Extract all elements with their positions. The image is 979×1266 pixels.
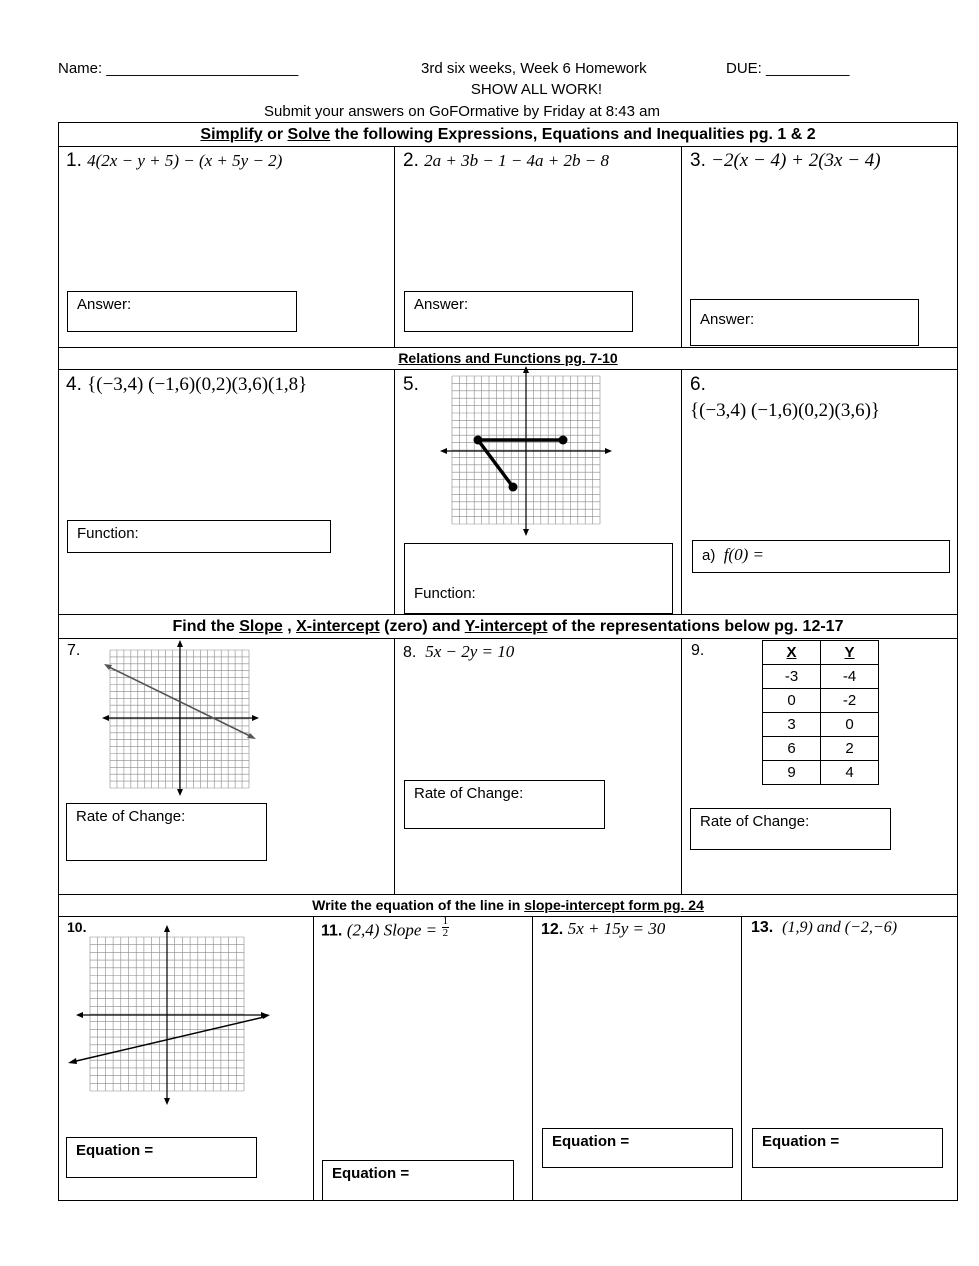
answer-box-6a[interactable] xyxy=(692,540,950,573)
section-4-underlined: slope-intercept form pg. 24 xyxy=(524,897,704,913)
problem-12-expression: 5x + 15y = 30 xyxy=(567,919,666,938)
page-title: 3rd six weeks, Week 6 Homework xyxy=(421,60,647,77)
equation-box-13[interactable]: Equation = xyxy=(752,1128,943,1168)
table-cell: 0 xyxy=(763,689,821,713)
line-arrow-icon xyxy=(68,1058,77,1064)
table-border xyxy=(58,614,958,615)
section-1-word-or: or xyxy=(262,126,288,143)
table-row xyxy=(763,737,879,761)
arrow-left-icon xyxy=(440,448,447,454)
table-cell: 9 xyxy=(763,761,821,785)
mapping-segment-diagonal xyxy=(478,440,513,487)
arrow-up-icon xyxy=(164,925,170,932)
point-1 xyxy=(474,436,483,445)
problem-2 xyxy=(403,150,609,172)
equation-box-12[interactable]: Equation = xyxy=(542,1128,733,1168)
table-border xyxy=(394,638,395,894)
arrow-up-icon xyxy=(523,366,529,373)
table-cell: 4 xyxy=(821,761,879,785)
graph-line xyxy=(72,1017,264,1062)
function-box-5[interactable]: Function: xyxy=(404,543,673,614)
part-a-label: a) xyxy=(702,547,716,564)
problem-4-expression: {(−3,4) (−1,6)(0,2)(3,6)(1,8} xyxy=(87,374,308,395)
fraction-denominator: 2 xyxy=(442,927,449,939)
problem-12 xyxy=(541,919,665,939)
problem-3 xyxy=(690,150,881,172)
function-box-4[interactable]: Function: xyxy=(67,520,331,553)
table-header-row xyxy=(763,641,879,665)
table-border xyxy=(394,146,395,347)
section-3-title xyxy=(58,618,958,636)
problem-7-graph xyxy=(102,640,259,796)
table-cell: -2 xyxy=(821,689,879,713)
problem-10-number: 10. xyxy=(67,919,87,935)
problem-3-expression: −2(x − 4) + 2(3x − 4) xyxy=(711,150,881,171)
table-border xyxy=(58,347,958,348)
arrow-right-icon xyxy=(605,448,612,454)
problem-1-expression: 4(2x − y + 5) − (x + 5y − 2) xyxy=(87,151,283,170)
table-border xyxy=(58,916,958,917)
due-field[interactable]: DUE: __________ xyxy=(726,60,850,77)
problem-8 xyxy=(403,642,514,662)
table-header-cell: Y xyxy=(821,641,879,665)
section-3-text-1: Find the xyxy=(172,618,240,635)
rate-of-change-box-8[interactable]: Rate of Change: xyxy=(404,780,605,829)
table-border xyxy=(681,369,682,614)
table-row xyxy=(763,665,879,689)
table-border xyxy=(58,638,958,639)
equation-box-11[interactable]: Equation = xyxy=(322,1160,514,1201)
fraction-numerator: 1 xyxy=(442,915,449,927)
arrow-down-icon xyxy=(523,529,529,536)
problem-6-expression: {(−3,4) (−1,6)(0,2)(3,6)} xyxy=(690,400,881,421)
section-3-word-x-intercept: X-intercept xyxy=(296,618,380,635)
problem-2-number: 2. xyxy=(403,150,419,171)
problem-13-number: 13. xyxy=(751,919,774,936)
problem-5-number: 5. xyxy=(403,374,419,395)
equation-box-10[interactable]: Equation = xyxy=(66,1137,257,1178)
problem-13-expression: (1,9) and (−2,−6) xyxy=(782,919,898,936)
table-border xyxy=(58,122,958,123)
arrow-right-icon xyxy=(252,715,259,721)
submit-note: Submit your answers on GoFOrmative by Friday at 8:43 am xyxy=(264,103,660,120)
section-3-text-4: of the representations below pg. 12-17 xyxy=(547,618,844,635)
problem-7-number: 7. xyxy=(67,642,81,659)
table-border xyxy=(741,916,742,1200)
table-border xyxy=(681,146,682,347)
table-border xyxy=(58,146,958,147)
problem-8-expression: 5x − 2y = 10 xyxy=(425,642,515,661)
table-row xyxy=(763,761,879,785)
table-row xyxy=(763,689,879,713)
section-1-title xyxy=(58,126,958,144)
answer-box-2[interactable]: Answer: xyxy=(404,291,633,332)
rate-of-change-box-9[interactable]: Rate of Change: xyxy=(690,808,891,850)
section-4-title xyxy=(58,897,958,913)
problem-13 xyxy=(751,919,897,937)
arrow-left-icon xyxy=(76,1012,83,1018)
section-2-title: Relations and Functions pg. 7-10 xyxy=(398,350,618,366)
problem-2-expression: 2a + 3b − 1 − 4a + 2b − 8 xyxy=(424,151,609,170)
rate-of-change-box-7[interactable]: Rate of Change: xyxy=(66,803,267,861)
problem-1-number: 1. xyxy=(66,150,82,171)
section-1-word-solve: Solve xyxy=(287,126,331,143)
table-cell: 0 xyxy=(821,713,879,737)
line-arrow-icon xyxy=(247,733,256,739)
problem-6-number: 6. xyxy=(690,374,706,395)
table-row xyxy=(763,713,879,737)
section-3-word-y-intercept: Y-intercept xyxy=(464,618,548,635)
line-arrow-icon xyxy=(262,1013,270,1019)
point-3 xyxy=(509,483,518,492)
problem-12-number: 12. xyxy=(541,921,564,938)
table-cell: -4 xyxy=(821,665,879,689)
xy-table xyxy=(762,640,879,785)
section-3-text-3: (zero) and xyxy=(379,618,465,635)
section-4-text: Write the equation of the line in xyxy=(312,897,525,913)
section-3-text-2: , xyxy=(282,618,297,635)
problem-11 xyxy=(321,915,449,943)
table-border xyxy=(313,916,314,1200)
table-cell: 6 xyxy=(763,737,821,761)
problem-1 xyxy=(66,150,282,172)
fraction-one-half xyxy=(442,916,450,939)
problem-4 xyxy=(66,374,307,396)
table-header-cell: X xyxy=(763,641,821,665)
table-cell: 2 xyxy=(821,737,879,761)
show-work-note: SHOW ALL WORK! xyxy=(470,81,603,98)
problem-10-graph xyxy=(66,925,272,1105)
section-1-rest: the following Expressions, Equations and Inequalities pg. 1 & 2 xyxy=(330,126,816,143)
problem-4-number: 4. xyxy=(66,374,82,395)
problem-11-expression: (2,4) Slope = xyxy=(346,920,438,940)
problem-9-number: 9. xyxy=(691,642,705,659)
section-3-word-slope: Slope xyxy=(239,618,283,635)
arrow-down-icon xyxy=(177,789,183,796)
table-border xyxy=(394,369,395,614)
table-cell: 3 xyxy=(763,713,821,737)
point-2 xyxy=(559,436,568,445)
table-border xyxy=(681,638,682,894)
table-border xyxy=(532,916,533,1200)
problem-5-graph xyxy=(440,366,612,536)
section-1-word-simplify: Simplify xyxy=(200,126,263,143)
table-cell: -3 xyxy=(763,665,821,689)
answer-box-3[interactable]: Answer: xyxy=(690,299,919,346)
problem-3-number: 3. xyxy=(690,150,706,171)
problem-11-number: 11. xyxy=(321,922,343,940)
table-border xyxy=(957,122,958,1201)
problem-8-number: 8. xyxy=(403,644,417,661)
arrow-left-icon xyxy=(102,715,109,721)
name-field[interactable]: Name: _______________________ xyxy=(58,60,299,77)
table-border xyxy=(58,894,958,895)
table-border xyxy=(58,122,59,1201)
part-a-expression: f(0) = xyxy=(723,545,764,564)
arrow-down-icon xyxy=(164,1098,170,1105)
answer-box-1[interactable]: Answer: xyxy=(67,291,297,332)
arrow-up-icon xyxy=(177,640,183,647)
